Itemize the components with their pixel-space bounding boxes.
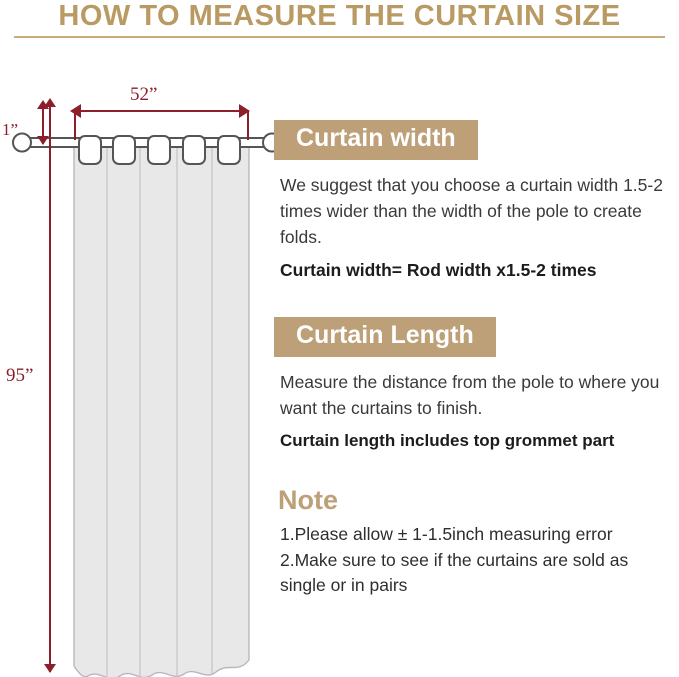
width-dimension-line: [72, 110, 248, 112]
grommet-dimension-label: 1”: [2, 120, 19, 139]
section-width-body: We suggest that you choose a curtain width 1.5-2 times wider than the width of the pole to create folds.: [280, 174, 663, 247]
curtain-diagram: [0, 40, 300, 677]
section-length-emphasis: Curtain length includes top grommet part: [280, 431, 615, 451]
note-heading: Note: [278, 485, 338, 516]
width-dimension-label: 52”: [130, 84, 158, 105]
curtain-panel: [74, 140, 249, 677]
grommet-arrow-bottom-icon: [37, 136, 49, 145]
width-tick-right: [247, 110, 249, 140]
section-width: [274, 120, 674, 160]
grommet: [113, 136, 135, 164]
title-divider: [14, 36, 665, 38]
grommet: [218, 136, 240, 164]
note-line-2: 2.Make sure to see if the curtains are sold as single or in pairs: [280, 549, 629, 595]
page-title: HOW TO MEASURE THE CURTAIN SIZE: [58, 0, 621, 32]
note-line-1: 1.Please allow ± 1-1.5inch measuring error: [280, 524, 613, 545]
grommet: [183, 136, 205, 164]
section-width-emphasis: Curtain width= Rod width x1.5-2 times: [280, 260, 597, 281]
section-length-body: Measure the distance from the pole to where you want the curtains to finish.: [280, 371, 660, 418]
height-arrow-bottom-icon: [44, 664, 56, 673]
instructions-column: [274, 120, 674, 598]
section-width-heading: Curtain width: [274, 120, 478, 160]
width-tick-left: [74, 110, 76, 140]
grommet: [148, 136, 170, 164]
grommet: [79, 136, 101, 164]
section-length-heading: Curtain Length: [274, 317, 496, 357]
height-dimension-line: [49, 102, 51, 672]
height-arrow-top-icon: [44, 98, 56, 107]
section-length: [274, 317, 674, 357]
height-dimension-label: 95”: [6, 365, 34, 386]
